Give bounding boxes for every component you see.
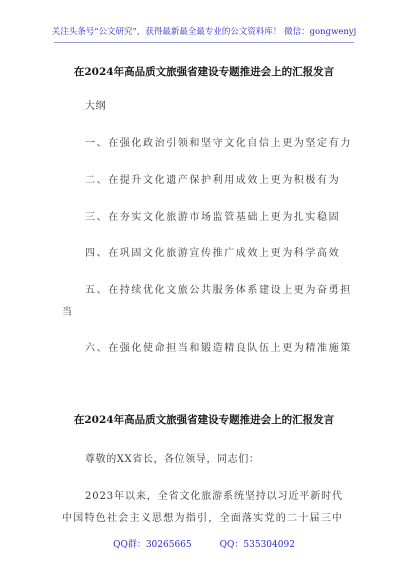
qq-group-label: QQ群：30265665 (113, 540, 192, 550)
speech-title: 在2024年高品质文旅强省建设专题推进会上的汇报发言 (73, 414, 335, 426)
outline-item-continuation: 当 (62, 307, 74, 318)
header-banner: 关注头条号“公文研究”，获得最新最全最专业的公文资料库！ 微信：gongwenyj (51, 27, 357, 37)
outline-item: 五、在持续优化文旅公共服务体系建设上更为奋勇担 (85, 285, 352, 296)
document-title: 在2024年高品质文旅强省建设专题推进会上的汇报发言 (73, 66, 335, 78)
outline-heading: 大纲 (85, 101, 106, 112)
outline-item: 一、在强化政治引领和坚守文化自信上更为坚定有力 (85, 138, 352, 149)
footer-contact (0, 537, 408, 550)
salutation: 尊敬的XX省长，各位领导，同志们： (85, 454, 260, 465)
outline-item: 六、在强化使命担当和锻造精良队伍上更为精准施策 (85, 343, 352, 354)
body-paragraph-line: 2023年以来，全省文化旅游系统坚持以习近平新时代 (85, 491, 343, 502)
header-divider (54, 42, 354, 43)
outline-item: 三、在夯实文化旅游市场监管基础上更为扎实稳固 (85, 212, 341, 223)
qq-label: QQ：535304092 (219, 540, 295, 550)
outline-item: 四、在巩固文化旅游宣传推广成效上更为科学高效 (85, 248, 341, 259)
body-paragraph-line: 中国特色社会主义思想为指引，全面落实党的二十届三中 (62, 513, 344, 524)
outline-item: 二、在提升文化遗产保护利用成效上更为积极有为 (85, 175, 341, 186)
